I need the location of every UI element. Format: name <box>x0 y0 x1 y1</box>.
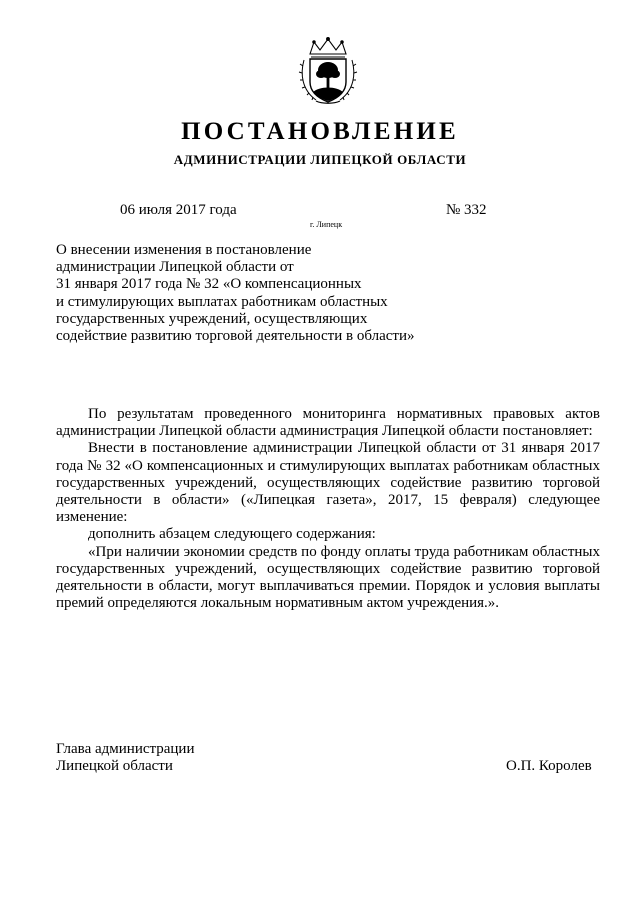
body-paragraph: дополнить абзацем следующего содержания: <box>88 526 376 543</box>
subject-line: 31 января 2017 года № 32 «О компенсационных <box>56 276 362 293</box>
document-body <box>56 406 600 612</box>
subject-line: администрации Липецкой области от <box>56 259 294 276</box>
document-issuer: АДМИНИСТРАЦИИ ЛИПЕЦКОЙ ОБЛАСТИ <box>173 152 467 167</box>
signatory-name: О.П. Королев <box>506 758 592 774</box>
subject-line: и стимулирующих выплатах работникам областных <box>56 293 388 310</box>
signatory-position-line: Глава администрации <box>56 741 195 757</box>
document-title: ПОСТАНОВЛЕНИЕ <box>181 118 459 145</box>
document-number: № 332 <box>446 202 487 218</box>
body-paragraph: «При наличии экономии средств по фонду оплаты труда работникам областных государственных учреждений, осуществляющих содействие развитию торговой деятельности в области, могут выплачиваться премии. Порядок и условия выплаты премий определяются локальным нормативным актом учреждения.». <box>56 543 600 612</box>
subject-line: содействие развитию торговой деятельности в области» <box>56 328 415 345</box>
signatory-position-line: Липецкой области <box>56 758 173 775</box>
body-paragraph: Внести в постановление администрации Липецкой области от 31 января 2017 года № 32 «О компенсационных и стимулирующих выплатах работникам областных государственных учреждений, осуществляющих содействие развитию торговой деятельности в области» («Липецкая газета», 2017, 15 февраля) следующее изменение: <box>56 440 600 526</box>
lipetsk-coat-of-arms-icon <box>296 36 360 106</box>
signatory-position <box>56 741 194 775</box>
body-paragraph: По результатам проведенного мониторинга нормативных правовых актов администрации Липецкой области администрация Липецкой области постановляет: <box>56 406 600 440</box>
document-subject <box>56 242 436 345</box>
subject-line: государственных учреждений, осуществляющих <box>56 310 368 327</box>
document-date: 06 июля 2017 года <box>120 202 237 218</box>
document-place: г. Липецк <box>310 220 343 229</box>
subject-line: О внесении изменения в постановление <box>56 242 312 258</box>
